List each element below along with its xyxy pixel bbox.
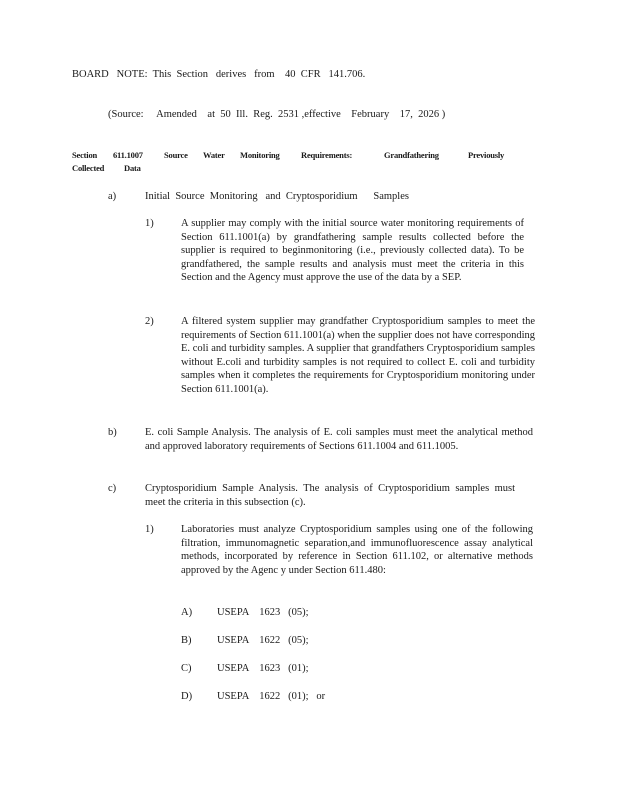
heading-word-source: Source bbox=[164, 150, 188, 160]
method-d-marker: D) bbox=[181, 691, 193, 702]
item-a-title: Initial Source Monitoring and Cryptosporidium Samples bbox=[145, 191, 409, 202]
method-b-marker: B) bbox=[181, 635, 192, 646]
heading-section-label: Section bbox=[72, 150, 98, 160]
heading-data: Data bbox=[124, 163, 141, 173]
method-c-marker: C) bbox=[181, 663, 192, 674]
item-c1-text: Laboratories must analyze Cryptosporidium samples using one of the following filtration, immunomagnetic separation,and immunofluorescence assay analytical methods, incorporated by reference in Section 611.102, or alternative methods approved by the Agenc y under Section 611.480: bbox=[181, 524, 533, 576]
heading-word-grandfathering: Grandfathering bbox=[384, 150, 439, 160]
method-a-text: USEPA 1623 (05); bbox=[217, 607, 309, 618]
item-b-marker: b) bbox=[108, 427, 117, 438]
item-a2-text: A filtered system supplier may grandfather Cryptosporidium samples to meet the requirements of Section 611.1001(a) when the supplier does not have corresponding E. coli and turbidity samples. A supplier that grandfathers Cryptosporidium samples without E.coli and turbidity samples is not required to collect E. coli and turbidity samples when it completes the requirements for Cryptosporidium monitoring under Section 611.1001(a). bbox=[181, 316, 535, 395]
heading-word-requirements: Requirements: bbox=[301, 150, 353, 160]
heading-word-water: Water bbox=[203, 150, 225, 160]
method-b-text: USEPA 1622 (05); bbox=[217, 635, 309, 646]
item-a-marker: a) bbox=[108, 191, 117, 202]
heading-word-previously: Previously bbox=[468, 150, 505, 160]
method-c-text: USEPA 1623 (01); bbox=[217, 663, 309, 674]
heading-collected: Collected bbox=[72, 163, 105, 173]
heading-section-number: 611.1007 bbox=[113, 150, 143, 160]
item-b-text: E. coli Sample Analysis. The analysis of E. coli samples must meet the analytical method and approved laboratory requirements of Sections 611.1004 and 611.1005. bbox=[145, 427, 533, 452]
item-c1-marker: 1) bbox=[145, 524, 154, 535]
item-a1-text: A supplier may comply with the initial source water monitoring requirements of Section 611.1001(a) by grandfathering sample results collected before the supplier is required to beginmonitoring (i.e., previously collected data). To be grandfathered, the sample results and analysis must meet the criteria in this Section and the Agency must approve the use of the data by a SEP. bbox=[181, 218, 524, 284]
item-c-marker: c) bbox=[108, 483, 117, 494]
item-c-text: Cryptosporidium Sample Analysis. The analysis of Cryptosporidium samples must meet the criteria in this subsection (c). bbox=[145, 483, 515, 508]
item-a2-marker: 2) bbox=[145, 316, 154, 327]
board-note: BOARD NOTE: This Section derives from 40 CFR 141.706. bbox=[72, 69, 366, 80]
heading-word-monitoring: Monitoring bbox=[240, 150, 280, 160]
method-a-marker: A) bbox=[181, 607, 193, 618]
method-d-text: USEPA 1622 (01); or bbox=[217, 691, 326, 702]
source-note: (Source: Amended at 50 Ill. Reg. 2531 ,effective February 17, 2026 ) bbox=[108, 109, 446, 120]
item-a1-marker: 1) bbox=[145, 218, 154, 229]
